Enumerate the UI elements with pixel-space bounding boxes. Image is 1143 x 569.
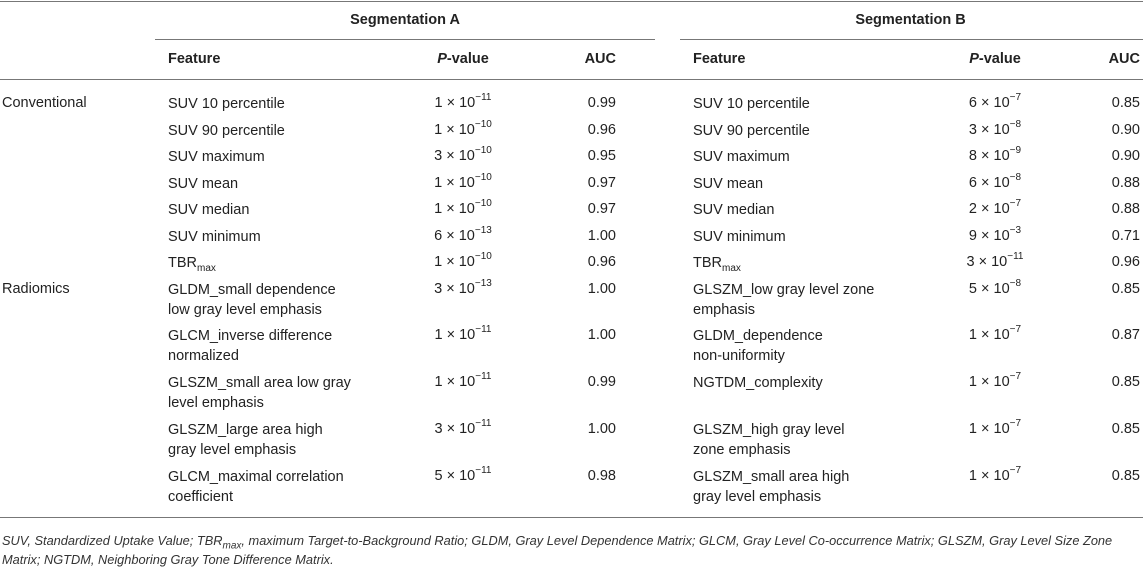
pvalue-exponent: −11 xyxy=(475,324,492,336)
pvalue-coefficient: 1 xyxy=(968,374,977,390)
group-b-rule xyxy=(680,39,1143,40)
auc-cell-a: 0.99 xyxy=(587,374,616,390)
feature-header-a: Feature xyxy=(168,51,221,67)
pvalue-cell-b xyxy=(915,467,1075,485)
feature-line: SUV 10 percentile xyxy=(693,96,810,112)
bottom-rule xyxy=(0,517,1143,518)
feature-line: GLCM_maximal correlation xyxy=(168,469,344,485)
feature-cell-b xyxy=(693,253,741,273)
feature-cell-a xyxy=(168,121,285,141)
pvalue-exponent: −10 xyxy=(474,119,492,131)
pvalue-cell-a xyxy=(383,147,543,165)
pvalue-exponent: −10 xyxy=(474,251,492,263)
pvalue-coefficient: 3 xyxy=(434,148,443,164)
pvalue-coefficient: 6 xyxy=(434,228,443,244)
pvalue-coefficient: 6 xyxy=(968,175,977,191)
pvalue-exponent: −7 xyxy=(1009,92,1022,104)
pvalue-cell-a xyxy=(383,326,543,344)
pvalue-coefficient: 9 xyxy=(968,228,977,244)
feature-line: normalized xyxy=(168,348,239,364)
pvalue-cell-a xyxy=(383,420,543,438)
auc-cell-b: 0.96 xyxy=(1111,254,1140,270)
pvalue-exponent: −7 xyxy=(1009,371,1022,383)
auc-cell-b: 0.85 xyxy=(1111,95,1140,111)
pvalue-cell-b xyxy=(915,420,1075,438)
pvalue-cell-b xyxy=(915,373,1075,391)
pvalue-cell-a xyxy=(383,174,543,192)
pvalue-base: × 10 xyxy=(978,254,1008,270)
pvalue-exponent: −9 xyxy=(1009,145,1022,157)
auc-cell-a: 0.96 xyxy=(587,254,616,270)
feature-line: GLCM_inverse difference xyxy=(168,328,333,344)
feature-line: SUV maximum xyxy=(168,149,265,165)
auc-header-b: AUC xyxy=(1108,51,1140,67)
pvalue-cell-b xyxy=(915,280,1075,298)
feature-line: SUV 10 percentile xyxy=(168,96,285,112)
pvalue-cell-a xyxy=(383,467,543,485)
feature-line: coefficient xyxy=(168,489,234,505)
pvalue-coefficient: 1 xyxy=(434,95,443,111)
pvalue-coefficient: 1 xyxy=(434,201,443,217)
pvalue-base: × 10 xyxy=(446,421,476,437)
feature-cell-b xyxy=(693,174,763,194)
auc-cell-b: 0.85 xyxy=(1111,374,1140,390)
pvalue-exponent: −11 xyxy=(475,92,492,104)
feature-line: GLSZM_large area high xyxy=(168,422,323,438)
feature-line: GLSZM_low gray level zone xyxy=(693,282,875,298)
feature-line: low gray level emphasis xyxy=(168,302,322,318)
auc-cell-a: 0.96 xyxy=(587,122,616,138)
feature-line: GLSZM_small area high xyxy=(693,469,850,485)
feature-line: GLSZM_small area low gray xyxy=(168,375,351,391)
pvalue-header-a: P-value xyxy=(437,51,489,67)
pvalue-cell-b xyxy=(915,227,1075,245)
pvalue-base: × 10 xyxy=(981,327,1010,343)
auc-cell-b: 0.71 xyxy=(1111,228,1140,244)
feature-line: gray level emphasis xyxy=(168,442,297,458)
pvalue-exponent: −11 xyxy=(475,418,492,430)
pvalue-exponent: −7 xyxy=(1009,324,1022,336)
auc-cell-b: 0.90 xyxy=(1111,148,1140,164)
pvalue-base: × 10 xyxy=(981,228,1010,244)
feature-line: SUV mean xyxy=(168,176,239,192)
feature-line: SUV maximum xyxy=(693,149,790,165)
pvalue-base: × 10 xyxy=(981,421,1010,437)
pvalue-exponent: −7 xyxy=(1009,465,1022,477)
pvalue-base: × 10 xyxy=(981,148,1010,164)
auc-cell-b: 0.85 xyxy=(1111,468,1140,484)
segmentation-b-header: Segmentation B xyxy=(855,12,966,28)
feature-line: SUV mean xyxy=(693,176,764,192)
auc-header-a: AUC xyxy=(584,51,616,67)
feature-cell-b xyxy=(693,227,786,247)
pvalue-coefficient: 3 xyxy=(434,281,443,297)
pvalue-exponent: −7 xyxy=(1009,198,1022,210)
top-rule xyxy=(0,1,1143,2)
feature-cell-a xyxy=(168,147,265,167)
feature-text: TBR xyxy=(168,255,197,271)
pvalue-cell-a xyxy=(383,227,543,245)
pvalue-base: × 10 xyxy=(981,201,1010,217)
feature-cell-a xyxy=(168,373,351,413)
feature-cell-b xyxy=(693,420,845,460)
auc-cell-b: 0.85 xyxy=(1111,421,1140,437)
pvalue-coefficient: 1 xyxy=(434,175,443,191)
pvalue-coefficient: 5 xyxy=(434,468,443,484)
feature-line: SUV median xyxy=(168,202,250,218)
pvalue-cell-a xyxy=(383,373,543,391)
auc-cell-a: 0.97 xyxy=(587,175,616,191)
pvalue-base: × 10 xyxy=(446,228,475,244)
pvalue-base: × 10 xyxy=(446,254,475,270)
pvalue-base: × 10 xyxy=(446,175,475,191)
feature-line: GLDM_dependence xyxy=(693,328,823,344)
category-conventional: Conventional xyxy=(2,95,87,111)
feature-header-b: Feature xyxy=(693,51,746,67)
pvalue-coefficient: 1 xyxy=(434,327,443,343)
feature-line: level emphasis xyxy=(168,395,264,411)
pvalue-cell-a xyxy=(383,280,543,298)
feature-line: SUV 90 percentile xyxy=(168,123,285,139)
pvalue-cell-b xyxy=(915,121,1075,139)
pvalue-cell-b xyxy=(915,326,1075,344)
feature-cell-b xyxy=(693,280,874,320)
auc-cell-a: 0.98 xyxy=(587,468,616,484)
feature-cell-a xyxy=(168,200,249,220)
feature-line: SUV minimum xyxy=(168,229,261,245)
feature-line: SUV median xyxy=(693,202,775,218)
pvalue-coefficient: 5 xyxy=(968,281,977,297)
feature-cell-a xyxy=(168,326,332,366)
auc-cell-a: 1.00 xyxy=(587,281,616,297)
feature-cell-a xyxy=(168,227,261,247)
feature-cell-b xyxy=(693,326,823,366)
pvalue-exponent: −13 xyxy=(474,278,492,290)
pvalue-cell-b xyxy=(915,94,1075,112)
feature-line: SUV minimum xyxy=(693,229,786,245)
feature-line: SUV 90 percentile xyxy=(693,123,810,139)
pvalue-coefficient: 8 xyxy=(968,148,977,164)
pvalue-coefficient: 1 xyxy=(434,122,443,138)
pvalue-cell-a xyxy=(383,253,543,271)
auc-cell-a: 0.99 xyxy=(587,95,616,111)
feature-cell-a xyxy=(168,253,216,273)
feature-cell-a xyxy=(168,467,344,507)
feature-cell-a xyxy=(168,420,323,460)
segmentation-a-header: Segmentation A xyxy=(350,12,460,28)
pvalue-base: × 10 xyxy=(446,374,476,390)
pvalue-coefficient: 1 xyxy=(434,374,443,390)
pvalue-exponent: −11 xyxy=(1007,251,1024,263)
pvalue-cell-b xyxy=(915,200,1075,218)
pvalue-coefficient: 1 xyxy=(434,254,443,270)
auc-cell-b: 0.88 xyxy=(1111,175,1140,191)
auc-cell-b: 0.88 xyxy=(1111,201,1140,217)
pvalue-cell-b xyxy=(915,174,1075,192)
feature-line: emphasis xyxy=(693,302,756,318)
pvalue-exponent: −8 xyxy=(1009,119,1022,131)
pvalue-exponent: −11 xyxy=(475,371,492,383)
group-a-rule xyxy=(155,39,655,40)
table-footnote: SUV, Standardized Uptake Value; $TBR_{max}$, maximum Target-to-Background Ratio; GLDM, Gray Level Dependence Matrix; GLCM, Gray Level Co-occurrence Matrix; GLSZM, Gray Level Size Zone Matrix; NGTDM, Neighboring Gray Tone Difference Matrix. xyxy=(2,533,1113,567)
feature-cell-b xyxy=(693,373,823,393)
pvalue-base: × 10 xyxy=(981,281,1010,297)
feature-cell-a xyxy=(168,280,336,320)
pvalue-coefficient: 2 xyxy=(968,201,977,217)
pvalue-header-b: P-value xyxy=(969,51,1021,67)
pvalue-cell-a xyxy=(383,94,543,112)
pvalue-coefficient: 1 xyxy=(968,327,977,343)
pvalue-exponent: −11 xyxy=(475,465,492,477)
auc-cell-b: 0.85 xyxy=(1111,281,1140,297)
pvalue-exponent: −10 xyxy=(474,172,492,184)
pvalue-coefficient: 6 xyxy=(968,95,977,111)
pvalue-base: × 10 xyxy=(446,148,475,164)
feature-line: GLSZM_high gray level xyxy=(693,422,845,438)
pvalue-exponent: −7 xyxy=(1009,418,1022,430)
pvalue-cell-b xyxy=(915,253,1075,271)
header-rule xyxy=(0,79,1143,80)
pvalue-cell-a xyxy=(383,200,543,218)
pvalue-coefficient: 1 xyxy=(968,468,977,484)
feature-subscript: max xyxy=(197,262,216,274)
feature-subscript: max xyxy=(722,262,741,274)
auc-cell-b: 0.87 xyxy=(1111,327,1140,343)
pvalue-base: × 10 xyxy=(981,468,1010,484)
auc-cell-a: 1.00 xyxy=(587,228,616,244)
auc-cell-a: 1.00 xyxy=(587,327,616,343)
pvalue-exponent: −3 xyxy=(1009,225,1022,237)
feature-cell-b xyxy=(693,147,790,167)
pvalue-coefficient: 3 xyxy=(966,254,975,270)
feature-cell-a xyxy=(168,174,238,194)
pvalue-exponent: −10 xyxy=(474,198,492,210)
pvalue-base: × 10 xyxy=(981,95,1010,111)
pvalue-exponent: −10 xyxy=(474,145,492,157)
feature-line: non-uniformity xyxy=(693,348,785,364)
feature-line: GLDM_small dependence xyxy=(168,282,336,298)
pvalue-exponent: −8 xyxy=(1009,172,1022,184)
pvalue-base: × 10 xyxy=(446,327,476,343)
pvalue-cell-a xyxy=(383,121,543,139)
pvalue-base: × 10 xyxy=(981,374,1010,390)
feature-cell-a xyxy=(168,94,285,114)
feature-line: zone emphasis xyxy=(693,442,791,458)
pvalue-base: × 10 xyxy=(446,122,475,138)
pvalue-base: × 10 xyxy=(446,468,476,484)
pvalue-base: × 10 xyxy=(446,201,475,217)
pvalue-base: × 10 xyxy=(446,95,476,111)
feature-cell-b xyxy=(693,121,810,141)
feature-line: gray level emphasis xyxy=(693,489,822,505)
pvalue-coefficient: 3 xyxy=(968,122,977,138)
pvalue-coefficient: 1 xyxy=(968,421,977,437)
pvalue-base: × 10 xyxy=(981,175,1010,191)
feature-cell-b xyxy=(693,94,810,114)
feature-text: TBR xyxy=(693,255,722,271)
pvalue-exponent: −13 xyxy=(474,225,492,237)
feature-line: NGTDM_complexity xyxy=(693,375,823,391)
auc-cell-a: 1.00 xyxy=(587,421,616,437)
category-radiomics: Radiomics xyxy=(2,281,70,297)
feature-cell-b xyxy=(693,200,774,220)
auc-cell-b: 0.90 xyxy=(1111,122,1140,138)
pvalue-base: × 10 xyxy=(981,122,1010,138)
feature-cell-b xyxy=(693,467,849,507)
pvalue-exponent: −8 xyxy=(1009,278,1022,290)
pvalue-base: × 10 xyxy=(446,281,475,297)
auc-cell-a: 0.97 xyxy=(587,201,616,217)
pvalue-coefficient: 3 xyxy=(434,421,443,437)
pvalue-cell-b xyxy=(915,147,1075,165)
auc-cell-a: 0.95 xyxy=(587,148,616,164)
